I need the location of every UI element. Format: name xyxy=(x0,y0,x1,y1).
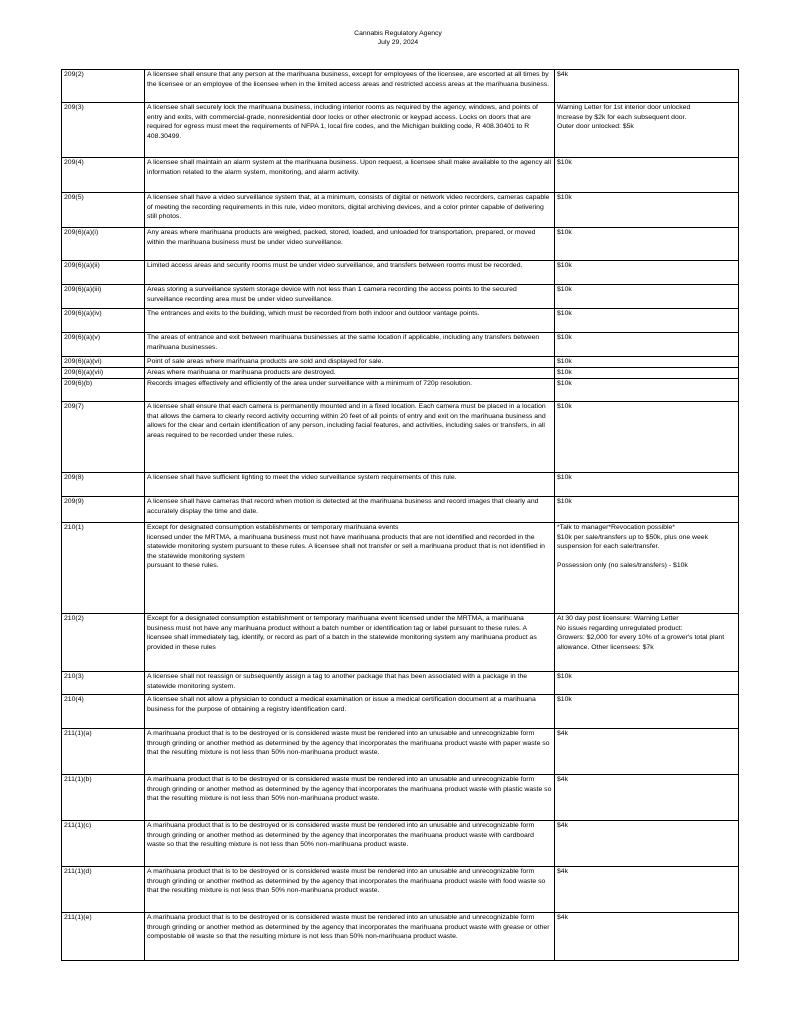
fine-cell: $4k xyxy=(555,775,739,821)
fine-cell: Warning Letter for 1st interior door unlocked Increase by $2k for each subsequent door. Outer door unlocked: $5k xyxy=(555,103,739,158)
requirement-cell: Point of sale areas where marihuana products are sold and displayed for sale. xyxy=(145,357,555,368)
rule-cell: 209(6)(a)(vi) xyxy=(62,357,145,368)
table-row xyxy=(62,867,739,913)
requirement-cell: A licensee shall not allow a physician to conduct a medical examination or issue a medical certification document at a marihuana business for the purpose of obtaining a registry identification card. xyxy=(145,695,555,729)
rule-cell: 209(7) xyxy=(62,402,145,473)
fine-cell: $10k xyxy=(555,228,739,261)
rule-cell: 209(9) xyxy=(62,497,145,523)
fine-cell: $10k xyxy=(555,368,739,379)
page-header xyxy=(0,29,796,47)
rule-cell: 209(3) xyxy=(62,103,145,158)
rule-cell: 210(3) xyxy=(62,672,145,695)
requirement-cell: A licensee shall ensure that each camera is permanently mounted and in a fixed location. Each camera must be placed in a location that allows the camera to clearly record activity occurring within 20 feet of all points of entry and exit on the marihuana business and allows for the clear and certain identification of any person, including facial features, and activities, including sales or transfers, in all areas required to be recorded under these rules. xyxy=(145,402,555,473)
table-row xyxy=(62,614,739,672)
requirement-cell: A licensee shall have a video surveillance system that, at a minimum, consists of digital or network video recorders, cameras capable of meeting the recording requirements in this rule, video monitors, digital archiving devices, and a color printer capable of delivering still photos. xyxy=(145,193,555,228)
rule-cell: 209(8) xyxy=(62,473,145,497)
table-row xyxy=(62,158,739,193)
table-row xyxy=(62,261,739,285)
table-row xyxy=(62,309,739,333)
table-row xyxy=(62,913,739,961)
rule-cell: 210(4) xyxy=(62,695,145,729)
fine-cell: $4k xyxy=(555,821,739,867)
requirement-cell: A licensee shall not reassign or subsequently assign a tag to another package that has been associated with a package in the statewide monitoring system. xyxy=(145,672,555,695)
requirement-cell: A marihuana product that is to be destroyed or is considered waste must be rendered into an unusable and unrecognizable form through grinding or another method as determined by the agency that incorporates the marihuana product waste with paper waste so that the resulting mixture is not less than 50% non-marihuana product waste. xyxy=(145,729,555,775)
requirement-cell: Except for designated consumption establishments or temporary marihuana events licensed under the MRTMA, a marihuana business must not have marihuana products that are not identified and recorded in the statewide monitoring system pursuant to these rules. A licensee shall not transfer or sell a marihuana product that is not identified in the statewide monitoring system pursuant to these rules. xyxy=(145,523,555,614)
fine-cell: $10k xyxy=(555,333,739,357)
fine-cell: $10k xyxy=(555,473,739,497)
requirement-cell: A licensee shall ensure that any person at the marihuana business, except for employees of the licensee, are escorted at all times by the licensee or an employee of the licensee when in the limited access areas and restricted access areas at the marihuana business. xyxy=(145,70,555,103)
requirement-cell: The areas of entrance and exit between marihuana businesses at the same location if applicable, including any transfers between marihuana businesses. xyxy=(145,333,555,357)
table-row xyxy=(62,497,739,523)
requirement-cell: Except for a designated consumption establishment or temporary marihuana event licensed under the MRTMA, a marihuana business must not have any marihuana product without a batch number or identification tag or label pursuant to these rules. A licensee shall immediately tag, identify, or record as part of a batch in the statewide monitoring system any marihuana product as provided in these rules xyxy=(145,614,555,672)
table-row xyxy=(62,695,739,729)
fine-cell: $4k xyxy=(555,729,739,775)
rule-cell: 209(6)(a)(iii) xyxy=(62,285,145,309)
requirement-cell: A licensee shall have cameras that record when motion is detected at the marihuana business and record images that clearly and accurately display the time and date. xyxy=(145,497,555,523)
fine-cell: $10k xyxy=(555,379,739,402)
requirement-cell: A licensee shall have sufficient lighting to meet the video surveillance system requirements of this rule. xyxy=(145,473,555,497)
rule-cell: 209(2) xyxy=(62,70,145,103)
rule-cell: 210(1) xyxy=(62,523,145,614)
rule-cell: 211(1)(a) xyxy=(62,729,145,775)
table-row xyxy=(62,228,739,261)
agency-name: Cannabis Regulatory Agency xyxy=(354,30,442,37)
rule-cell: 211(1)(b) xyxy=(62,775,145,821)
rule-cell: 211(1)(e) xyxy=(62,913,145,961)
rule-cell: 211(1)(c) xyxy=(62,821,145,867)
fine-cell: $10k xyxy=(555,193,739,228)
table-row xyxy=(62,821,739,867)
table-row xyxy=(62,285,739,309)
table-row xyxy=(62,379,739,402)
table-row xyxy=(62,193,739,228)
fine-cell: $10k xyxy=(555,695,739,729)
rule-cell: 209(6)(a)(i) xyxy=(62,228,145,261)
table-row xyxy=(62,368,739,379)
requirement-cell: A licensee shall securely lock the marihuana business, including interior rooms as required by the agency, windows, and points of entry and exits, with commercial-grade, nonresidential door locks or other electronic or keypad access. Locks on doors that are required for egress must meet the requirements of NFPA 1, local fire codes, and the Michigan building code, R 408.30401 to R 408.30499. xyxy=(145,103,555,158)
rule-cell: 209(5) xyxy=(62,193,145,228)
rule-cell: 210(2) xyxy=(62,614,145,672)
fine-cell: *Talk to manager*Revocation possible* $10k per sale/transfers up to $50k, plus one week suspension for each sale/transfer. Possession only (no sales/transfers) - $10k xyxy=(555,523,739,614)
table-row xyxy=(62,672,739,695)
requirement-cell: A licensee shall maintain an alarm system at the marihuana business. Upon request, a licensee shall make available to the agency all information related to the alarm system, monitoring, and alarm activity. xyxy=(145,158,555,193)
table-row xyxy=(62,775,739,821)
rule-cell: 209(6)(a)(v) xyxy=(62,333,145,357)
requirement-cell: Records images effectively and efficiently of the area under surveillance with a minimum of 720p resolution. xyxy=(145,379,555,402)
fine-cell: At 30 day post licensure: Warning Letter No issues regarding unregulated product: Growers: $2,000 for every 10% of a grower's total plant allowance. Other licensees: $7k xyxy=(555,614,739,672)
rule-cell: 209(4) xyxy=(62,158,145,193)
document-date: July 29, 2024 xyxy=(377,39,419,46)
table-row xyxy=(62,357,739,368)
rule-cell: 209(6)(a)(iv) xyxy=(62,309,145,333)
fine-cell: $4k xyxy=(555,867,739,913)
table-row xyxy=(62,402,739,473)
table-row xyxy=(62,103,739,158)
violations-table xyxy=(61,69,739,961)
requirement-cell: A marihuana product that is to be destroyed or is considered waste must be rendered into an unusable and unrecognizable form through grinding or another method as determined by the agency that incorporates the marihuana product waste with grease or other compostable oil waste so that the resulting mixture is not less than 50% non-marihuana product waste. xyxy=(145,913,555,961)
table-row xyxy=(62,333,739,357)
rule-cell: 209(6)(a)(ii) xyxy=(62,261,145,285)
requirement-cell: The entrances and exits to the building, which must be recorded from both indoor and outdoor vantage points. xyxy=(145,309,555,333)
fine-cell: $4k xyxy=(555,913,739,961)
requirement-cell: Areas where marihuana or marihuana products are destroyed. xyxy=(145,368,555,379)
fine-cell: $10k xyxy=(555,261,739,285)
rule-cell: 209(6)(b) xyxy=(62,379,145,402)
table-row xyxy=(62,729,739,775)
requirement-cell: Any areas where marihuana products are weighed, packed, stored, loaded, and unloaded for transportation, prepared, or moved within the marihuana business must be under video surveillance. xyxy=(145,228,555,261)
requirement-cell: A marihuana product that is to be destroyed or is considered waste must be rendered into an unusable and unrecognizable form through grinding or another method as determined by the agency that incorporates the marihuana product waste with food waste so that the resulting mixture is not less than 50% non-marihuana product waste. xyxy=(145,867,555,913)
fine-cell: $10k xyxy=(555,158,739,193)
table-row xyxy=(62,70,739,103)
fine-cell: $10k xyxy=(555,402,739,473)
fine-cell: $4k xyxy=(555,70,739,103)
requirement-cell: Limited access areas and security rooms must be under video surveillance, and transfers between rooms must be recorded. xyxy=(145,261,555,285)
fine-cell: $10k xyxy=(555,497,739,523)
rule-cell: 211(1)(d) xyxy=(62,867,145,913)
requirement-cell: A marihuana product that is to be destroyed or is considered waste must be rendered into an unusable and unrecognizable form through grinding or another method as determined by the agency that incorporates the marihuana product waste with plastic waste so that the resulting mixture is not less than 50% non-marihuana product waste. xyxy=(145,775,555,821)
fine-cell: $10k xyxy=(555,357,739,368)
fine-cell: $10k xyxy=(555,285,739,309)
rule-cell: 209(6)(a)(vii) xyxy=(62,368,145,379)
table-row xyxy=(62,473,739,497)
requirement-cell: Areas storing a surveillance system storage device with not less than 1 camera recording the access points to the secured surveillance recording area must be under video surveillance. xyxy=(145,285,555,309)
requirement-cell: A marihuana product that is to be destroyed or is considered waste must be rendered into an unusable and unrecognizable form through grinding or another method as determined by the agency that incorporates the marihuana product waste with cardboard waste so that the resulting mixture is not less than 50% non-marihuana product waste. xyxy=(145,821,555,867)
fine-cell: $10k xyxy=(555,309,739,333)
table-row xyxy=(62,523,739,614)
fine-cell: $10k xyxy=(555,672,739,695)
